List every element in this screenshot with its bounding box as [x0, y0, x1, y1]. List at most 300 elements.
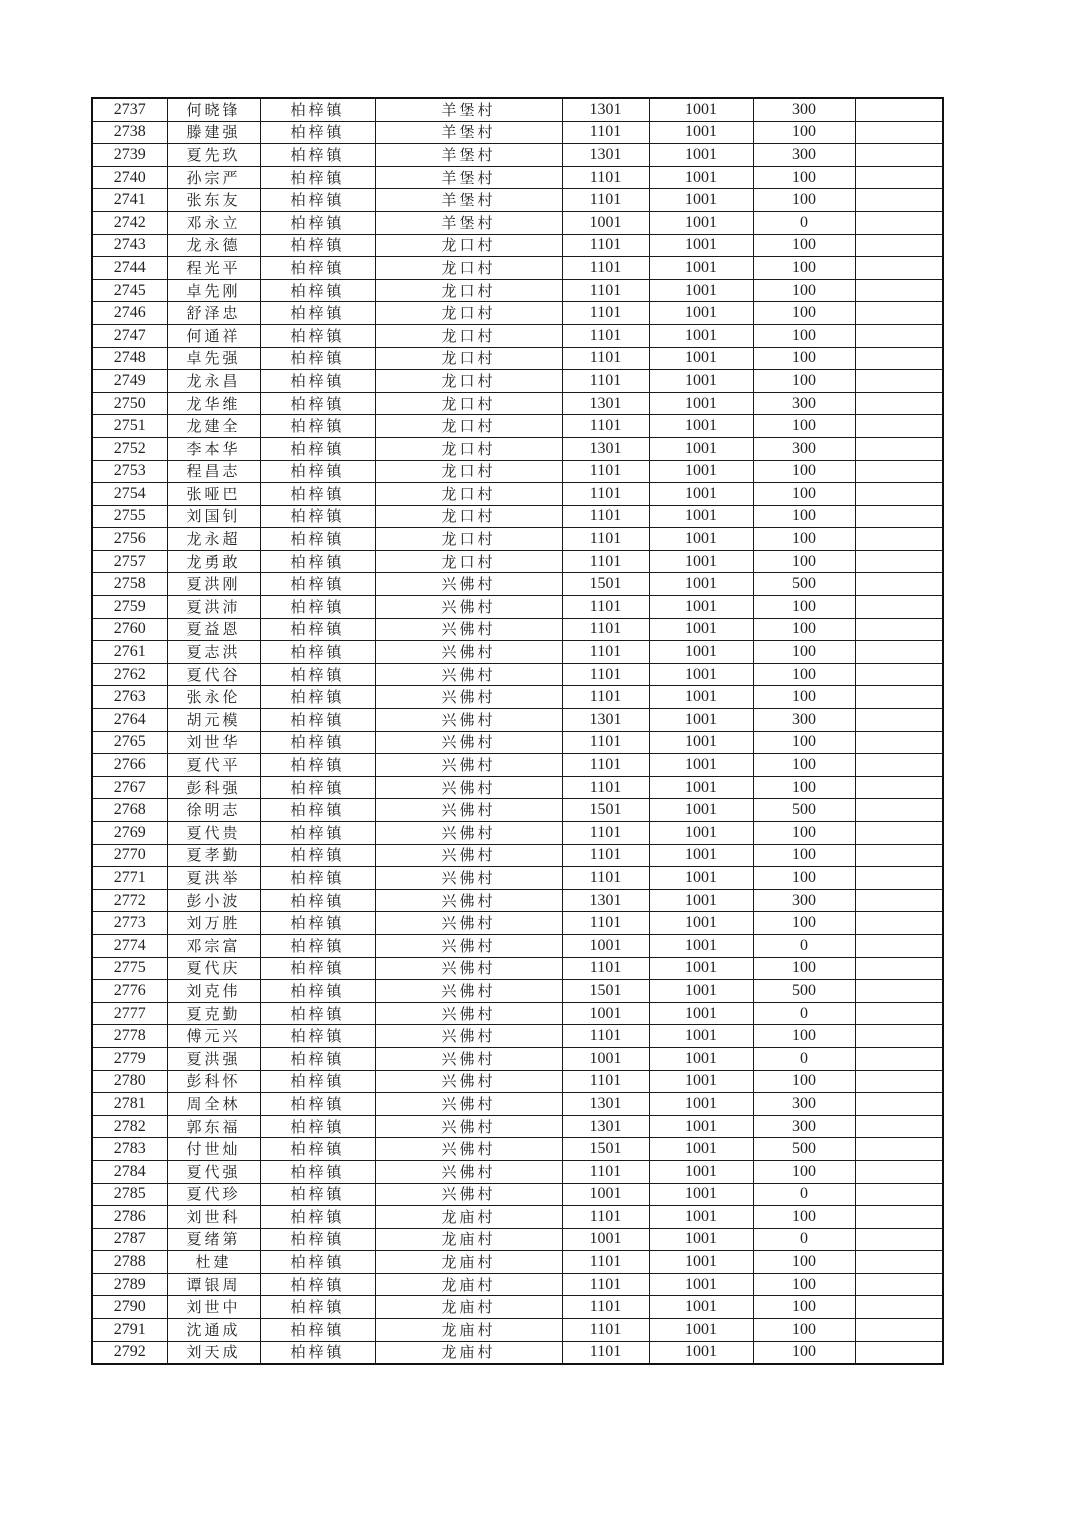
- remarks-cell: [855, 1228, 943, 1251]
- code-a-cell: 1101: [562, 234, 649, 257]
- serial-number-cell: 2756: [92, 528, 167, 551]
- village-cell: 兴佛村: [375, 1160, 562, 1183]
- remarks-cell: [855, 505, 943, 528]
- remarks-cell: [855, 822, 943, 845]
- amount-cell: 100: [753, 1319, 855, 1342]
- serial-number-cell: 2767: [92, 776, 167, 799]
- table-row: [92, 709, 943, 732]
- code-b-cell: 1001: [649, 392, 753, 415]
- town-cell: 柏梓镇: [260, 234, 375, 257]
- name-cell: 杜建: [167, 1251, 260, 1274]
- table-row: [92, 1273, 943, 1296]
- code-b-cell: 1001: [649, 324, 753, 347]
- name-cell: 胡元模: [167, 709, 260, 732]
- town-cell: 柏梓镇: [260, 1093, 375, 1116]
- code-b-cell: 1001: [649, 1319, 753, 1342]
- code-a-cell: 1101: [562, 618, 649, 641]
- name-cell: 龙永超: [167, 528, 260, 551]
- code-b-cell: 1001: [649, 1115, 753, 1138]
- village-cell: 兴佛村: [375, 1002, 562, 1025]
- village-cell: 龙口村: [375, 437, 562, 460]
- code-a-cell: 1101: [562, 1206, 649, 1229]
- town-cell: 柏梓镇: [260, 121, 375, 144]
- amount-cell: 100: [753, 1206, 855, 1229]
- village-cell: 兴佛村: [375, 822, 562, 845]
- remarks-cell: [855, 460, 943, 483]
- code-a-cell: 1101: [562, 844, 649, 867]
- code-a-cell: 1101: [562, 415, 649, 438]
- serial-number-cell: 2755: [92, 505, 167, 528]
- remarks-cell: [855, 257, 943, 280]
- remarks-cell: [855, 302, 943, 325]
- remarks-cell: [855, 980, 943, 1003]
- code-b-cell: 1001: [649, 641, 753, 664]
- data-table: [91, 97, 944, 1365]
- amount-cell: 100: [753, 663, 855, 686]
- remarks-cell: [855, 211, 943, 234]
- amount-cell: 100: [753, 550, 855, 573]
- code-a-cell: 1301: [562, 98, 649, 121]
- town-cell: 柏梓镇: [260, 257, 375, 280]
- serial-number-cell: 2777: [92, 1002, 167, 1025]
- amount-cell: 100: [753, 189, 855, 212]
- amount-cell: 300: [753, 98, 855, 121]
- serial-number-cell: 2749: [92, 370, 167, 393]
- village-cell: 兴佛村: [375, 1070, 562, 1093]
- serial-number-cell: 2744: [92, 257, 167, 280]
- town-cell: 柏梓镇: [260, 754, 375, 777]
- code-b-cell: 1001: [649, 1341, 753, 1364]
- serial-number-cell: 2788: [92, 1251, 167, 1274]
- table-row: [92, 776, 943, 799]
- table-row: [92, 505, 943, 528]
- code-a-cell: 1001: [562, 1183, 649, 1206]
- serial-number-cell: 2745: [92, 279, 167, 302]
- remarks-cell: [855, 1093, 943, 1116]
- code-b-cell: 1001: [649, 1183, 753, 1206]
- amount-cell: 300: [753, 889, 855, 912]
- remarks-cell: [855, 1070, 943, 1093]
- serial-number-cell: 2778: [92, 1025, 167, 1048]
- code-b-cell: 1001: [649, 686, 753, 709]
- amount-cell: 100: [753, 776, 855, 799]
- table-row: [92, 550, 943, 573]
- code-b-cell: 1001: [649, 437, 753, 460]
- code-a-cell: 1101: [562, 641, 649, 664]
- code-b-cell: 1001: [649, 1025, 753, 1048]
- table-row: [92, 912, 943, 935]
- serial-number-cell: 2782: [92, 1115, 167, 1138]
- code-a-cell: 1001: [562, 211, 649, 234]
- code-b-cell: 1001: [649, 279, 753, 302]
- town-cell: 柏梓镇: [260, 799, 375, 822]
- amount-cell: 100: [753, 1025, 855, 1048]
- table-row: [92, 934, 943, 957]
- name-cell: 龙勇敢: [167, 550, 260, 573]
- town-cell: 柏梓镇: [260, 1183, 375, 1206]
- code-a-cell: 1101: [562, 324, 649, 347]
- remarks-cell: [855, 844, 943, 867]
- amount-cell: 300: [753, 392, 855, 415]
- code-a-cell: 1101: [562, 1025, 649, 1048]
- name-cell: 夏洪刚: [167, 573, 260, 596]
- table-row: [92, 618, 943, 641]
- remarks-cell: [855, 1183, 943, 1206]
- town-cell: 柏梓镇: [260, 889, 375, 912]
- town-cell: 柏梓镇: [260, 731, 375, 754]
- serial-number-cell: 2760: [92, 618, 167, 641]
- town-cell: 柏梓镇: [260, 460, 375, 483]
- serial-number-cell: 2761: [92, 641, 167, 664]
- name-cell: 夏代强: [167, 1160, 260, 1183]
- amount-cell: 0: [753, 934, 855, 957]
- town-cell: 柏梓镇: [260, 980, 375, 1003]
- remarks-cell: [855, 709, 943, 732]
- village-cell: 兴佛村: [375, 754, 562, 777]
- code-a-cell: 1301: [562, 144, 649, 167]
- code-a-cell: 1101: [562, 663, 649, 686]
- serial-number-cell: 2751: [92, 415, 167, 438]
- code-a-cell: 1101: [562, 347, 649, 370]
- name-cell: 刘国钊: [167, 505, 260, 528]
- code-a-cell: 1301: [562, 437, 649, 460]
- code-b-cell: 1001: [649, 618, 753, 641]
- amount-cell: 0: [753, 211, 855, 234]
- code-b-cell: 1001: [649, 754, 753, 777]
- name-cell: 夏先玖: [167, 144, 260, 167]
- code-b-cell: 1001: [649, 889, 753, 912]
- remarks-cell: [855, 1160, 943, 1183]
- name-cell: 夏代庆: [167, 957, 260, 980]
- remarks-cell: [855, 1115, 943, 1138]
- amount-cell: 100: [753, 844, 855, 867]
- village-cell: 龙口村: [375, 257, 562, 280]
- code-b-cell: 1001: [649, 211, 753, 234]
- village-cell: 兴佛村: [375, 1138, 562, 1161]
- table-row: [92, 211, 943, 234]
- code-a-cell: 1101: [562, 822, 649, 845]
- table-row: [92, 1047, 943, 1070]
- village-cell: 龙口村: [375, 302, 562, 325]
- town-cell: 柏梓镇: [260, 189, 375, 212]
- name-cell: 夏代珍: [167, 1183, 260, 1206]
- town-cell: 柏梓镇: [260, 415, 375, 438]
- serial-number-cell: 2743: [92, 234, 167, 257]
- amount-cell: 100: [753, 641, 855, 664]
- name-cell: 龙永昌: [167, 370, 260, 393]
- village-cell: 龙庙村: [375, 1296, 562, 1319]
- amount-cell: 100: [753, 1070, 855, 1093]
- table-row: [92, 437, 943, 460]
- village-cell: 兴佛村: [375, 686, 562, 709]
- village-cell: 兴佛村: [375, 799, 562, 822]
- amount-cell: 100: [753, 483, 855, 506]
- amount-cell: 500: [753, 799, 855, 822]
- amount-cell: 0: [753, 1183, 855, 1206]
- code-b-cell: 1001: [649, 573, 753, 596]
- name-cell: 龙华维: [167, 392, 260, 415]
- serial-number-cell: 2779: [92, 1047, 167, 1070]
- serial-number-cell: 2791: [92, 1319, 167, 1342]
- remarks-cell: [855, 144, 943, 167]
- amount-cell: 100: [753, 324, 855, 347]
- code-b-cell: 1001: [649, 957, 753, 980]
- village-cell: 羊堡村: [375, 166, 562, 189]
- code-a-cell: 1501: [562, 573, 649, 596]
- code-b-cell: 1001: [649, 144, 753, 167]
- serial-number-cell: 2739: [92, 144, 167, 167]
- code-b-cell: 1001: [649, 234, 753, 257]
- town-cell: 柏梓镇: [260, 437, 375, 460]
- remarks-cell: [855, 347, 943, 370]
- village-cell: 兴佛村: [375, 934, 562, 957]
- town-cell: 柏梓镇: [260, 822, 375, 845]
- amount-cell: 100: [753, 257, 855, 280]
- amount-cell: 100: [753, 460, 855, 483]
- code-b-cell: 1001: [649, 1070, 753, 1093]
- name-cell: 彭科怀: [167, 1070, 260, 1093]
- code-b-cell: 1001: [649, 1206, 753, 1229]
- name-cell: 谭银周: [167, 1273, 260, 1296]
- amount-cell: 100: [753, 957, 855, 980]
- code-b-cell: 1001: [649, 1002, 753, 1025]
- remarks-cell: [855, 957, 943, 980]
- amount-cell: 100: [753, 867, 855, 890]
- town-cell: 柏梓镇: [260, 1138, 375, 1161]
- code-b-cell: 1001: [649, 98, 753, 121]
- code-b-cell: 1001: [649, 799, 753, 822]
- town-cell: 柏梓镇: [260, 550, 375, 573]
- village-cell: 龙口村: [375, 528, 562, 551]
- code-a-cell: 1301: [562, 889, 649, 912]
- village-cell: 龙口村: [375, 324, 562, 347]
- serial-number-cell: 2758: [92, 573, 167, 596]
- code-a-cell: 1101: [562, 483, 649, 506]
- serial-number-cell: 2789: [92, 1273, 167, 1296]
- code-b-cell: 1001: [649, 1138, 753, 1161]
- remarks-cell: [855, 392, 943, 415]
- table-row: [92, 483, 943, 506]
- village-cell: 羊堡村: [375, 211, 562, 234]
- town-cell: 柏梓镇: [260, 663, 375, 686]
- code-a-cell: 1101: [562, 189, 649, 212]
- village-cell: 兴佛村: [375, 844, 562, 867]
- town-cell: 柏梓镇: [260, 934, 375, 957]
- remarks-cell: [855, 528, 943, 551]
- remarks-cell: [855, 1296, 943, 1319]
- name-cell: 付世灿: [167, 1138, 260, 1161]
- serial-number-cell: 2759: [92, 596, 167, 619]
- name-cell: 夏代贵: [167, 822, 260, 845]
- village-cell: 龙口村: [375, 550, 562, 573]
- town-cell: 柏梓镇: [260, 166, 375, 189]
- town-cell: 柏梓镇: [260, 1206, 375, 1229]
- serial-number-cell: 2781: [92, 1093, 167, 1116]
- code-b-cell: 1001: [649, 189, 753, 212]
- remarks-cell: [855, 867, 943, 890]
- village-cell: 龙口村: [375, 370, 562, 393]
- name-cell: 夏克勤: [167, 1002, 260, 1025]
- name-cell: 龙建全: [167, 415, 260, 438]
- serial-number-cell: 2750: [92, 392, 167, 415]
- code-b-cell: 1001: [649, 731, 753, 754]
- village-cell: 龙口村: [375, 415, 562, 438]
- table-row: [92, 1228, 943, 1251]
- code-a-cell: 1101: [562, 912, 649, 935]
- amount-cell: 100: [753, 822, 855, 845]
- table-row: [92, 1206, 943, 1229]
- code-b-cell: 1001: [649, 596, 753, 619]
- table-row: [92, 641, 943, 664]
- village-cell: 兴佛村: [375, 957, 562, 980]
- town-cell: 柏梓镇: [260, 1273, 375, 1296]
- amount-cell: 100: [753, 1341, 855, 1364]
- town-cell: 柏梓镇: [260, 1296, 375, 1319]
- serial-number-cell: 2786: [92, 1206, 167, 1229]
- code-a-cell: 1501: [562, 799, 649, 822]
- amount-cell: 100: [753, 505, 855, 528]
- serial-number-cell: 2765: [92, 731, 167, 754]
- town-cell: 柏梓镇: [260, 867, 375, 890]
- code-a-cell: 1301: [562, 709, 649, 732]
- name-cell: 程昌志: [167, 460, 260, 483]
- code-b-cell: 1001: [649, 934, 753, 957]
- table-row: [92, 867, 943, 890]
- table-row: [92, 1319, 943, 1342]
- amount-cell: 100: [753, 528, 855, 551]
- code-a-cell: 1001: [562, 1228, 649, 1251]
- table-row: [92, 980, 943, 1003]
- code-a-cell: 1301: [562, 1093, 649, 1116]
- code-a-cell: 1101: [562, 1070, 649, 1093]
- code-a-cell: 1101: [562, 302, 649, 325]
- amount-cell: 500: [753, 1138, 855, 1161]
- name-cell: 刘世科: [167, 1206, 260, 1229]
- name-cell: 李本华: [167, 437, 260, 460]
- table-row: [92, 324, 943, 347]
- name-cell: 刘天成: [167, 1341, 260, 1364]
- name-cell: 舒泽忠: [167, 302, 260, 325]
- remarks-cell: [855, 912, 943, 935]
- amount-cell: 100: [753, 415, 855, 438]
- village-cell: 兴佛村: [375, 618, 562, 641]
- village-cell: 兴佛村: [375, 776, 562, 799]
- table-row: [92, 799, 943, 822]
- serial-number-cell: 2776: [92, 980, 167, 1003]
- code-a-cell: 1101: [562, 528, 649, 551]
- serial-number-cell: 2784: [92, 1160, 167, 1183]
- serial-number-cell: 2757: [92, 550, 167, 573]
- village-cell: 龙口村: [375, 347, 562, 370]
- code-a-cell: 1101: [562, 370, 649, 393]
- remarks-cell: [855, 370, 943, 393]
- name-cell: 夏志洪: [167, 641, 260, 664]
- remarks-cell: [855, 279, 943, 302]
- remarks-cell: [855, 1002, 943, 1025]
- amount-cell: 100: [753, 234, 855, 257]
- remarks-cell: [855, 934, 943, 957]
- amount-cell: 100: [753, 1296, 855, 1319]
- amount-cell: 300: [753, 1093, 855, 1116]
- remarks-cell: [855, 550, 943, 573]
- town-cell: 柏梓镇: [260, 912, 375, 935]
- table-row: [92, 144, 943, 167]
- serial-number-cell: 2775: [92, 957, 167, 980]
- code-a-cell: 1101: [562, 776, 649, 799]
- town-cell: 柏梓镇: [260, 776, 375, 799]
- name-cell: 龙永德: [167, 234, 260, 257]
- table-row: [92, 460, 943, 483]
- amount-cell: 100: [753, 279, 855, 302]
- table-row: [92, 1025, 943, 1048]
- name-cell: 张哑巴: [167, 483, 260, 506]
- code-a-cell: 1001: [562, 1047, 649, 1070]
- amount-cell: 0: [753, 1002, 855, 1025]
- serial-number-cell: 2741: [92, 189, 167, 212]
- amount-cell: 0: [753, 1228, 855, 1251]
- serial-number-cell: 2785: [92, 1183, 167, 1206]
- code-b-cell: 1001: [649, 483, 753, 506]
- remarks-cell: [855, 437, 943, 460]
- table-row: [92, 844, 943, 867]
- amount-cell: 100: [753, 686, 855, 709]
- town-cell: 柏梓镇: [260, 279, 375, 302]
- village-cell: 龙庙村: [375, 1251, 562, 1274]
- table-row: [92, 596, 943, 619]
- village-cell: 兴佛村: [375, 1025, 562, 1048]
- table-row: [92, 754, 943, 777]
- amount-cell: 300: [753, 437, 855, 460]
- town-cell: 柏梓镇: [260, 709, 375, 732]
- name-cell: 刘世华: [167, 731, 260, 754]
- table-row: [92, 822, 943, 845]
- town-cell: 柏梓镇: [260, 596, 375, 619]
- serial-number-cell: 2762: [92, 663, 167, 686]
- amount-cell: 100: [753, 1273, 855, 1296]
- code-b-cell: 1001: [649, 1228, 753, 1251]
- table-row: [92, 279, 943, 302]
- remarks-cell: [855, 596, 943, 619]
- name-cell: 夏孝勤: [167, 844, 260, 867]
- town-cell: 柏梓镇: [260, 1070, 375, 1093]
- town-cell: 柏梓镇: [260, 641, 375, 664]
- village-cell: 龙庙村: [375, 1228, 562, 1251]
- serial-number-cell: 2783: [92, 1138, 167, 1161]
- village-cell: 兴佛村: [375, 1093, 562, 1116]
- serial-number-cell: 2742: [92, 211, 167, 234]
- code-b-cell: 1001: [649, 257, 753, 280]
- amount-cell: 300: [753, 709, 855, 732]
- table-row: [92, 415, 943, 438]
- serial-number-cell: 2764: [92, 709, 167, 732]
- code-b-cell: 1001: [649, 347, 753, 370]
- table-row: [92, 1251, 943, 1274]
- remarks-cell: [855, 1025, 943, 1048]
- code-a-cell: 1501: [562, 1138, 649, 1161]
- amount-cell: 100: [753, 618, 855, 641]
- table-row: [92, 686, 943, 709]
- town-cell: 柏梓镇: [260, 1251, 375, 1274]
- town-cell: 柏梓镇: [260, 392, 375, 415]
- code-b-cell: 1001: [649, 1273, 753, 1296]
- code-b-cell: 1001: [649, 980, 753, 1003]
- amount-cell: 100: [753, 912, 855, 935]
- town-cell: 柏梓镇: [260, 324, 375, 347]
- code-b-cell: 1001: [649, 844, 753, 867]
- amount-cell: 500: [753, 980, 855, 1003]
- remarks-cell: [855, 686, 943, 709]
- table-row: [92, 189, 943, 212]
